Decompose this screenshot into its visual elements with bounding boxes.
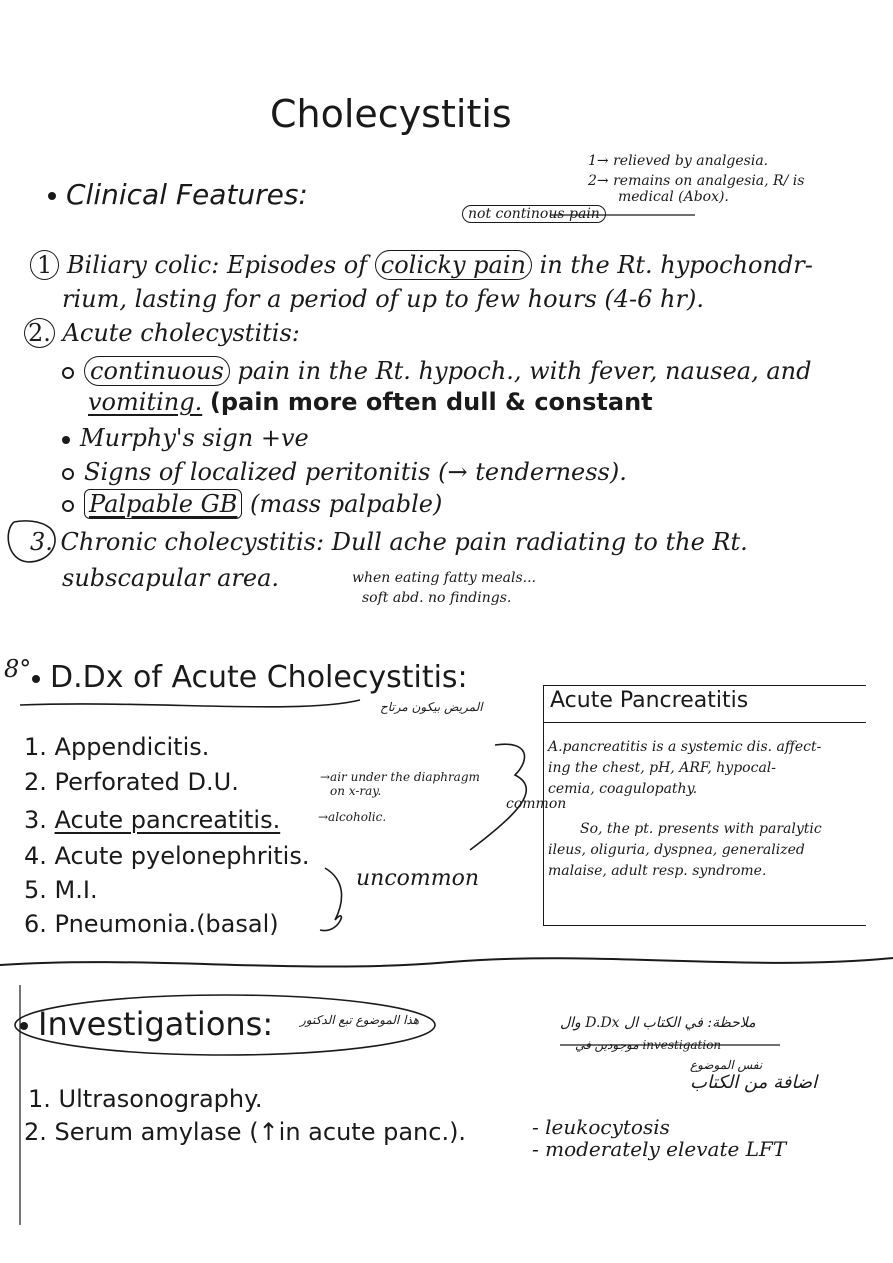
- item2-bullet1: [62, 356, 812, 386]
- section-divider-line: [0, 958, 893, 967]
- item1-number: 1: [30, 250, 59, 280]
- ddx-item-1-text: Appendicitis.: [54, 733, 210, 761]
- common-label: common: [506, 796, 567, 812]
- ddx-item-6-text: Pneumonia.(basal): [54, 910, 279, 938]
- clinical-features-heading: [48, 178, 308, 211]
- investigation-item-2: [24, 1118, 466, 1146]
- pancreatitis-line-5: ileus, oliguria, dyspnea, generalized: [548, 842, 805, 858]
- item2-title: Acute cholecystitis:: [62, 319, 300, 347]
- ddx-item-5-text: M.I.: [54, 876, 98, 904]
- pancreatitis-box-title: Acute Pancreatitis: [550, 688, 749, 713]
- bullet-icon: [32, 675, 40, 683]
- item2-bullet2: [62, 424, 309, 452]
- pancreatitis-line-4: So, the pt. presents with paralytic: [580, 821, 822, 837]
- ddx-item-5: [24, 876, 98, 904]
- bullet-icon: [20, 1022, 28, 1030]
- pain-dull-note: (pain more often dull & constant: [209, 388, 653, 416]
- item1-post: in the Rt. hypochondr-: [539, 251, 813, 279]
- item3-note-2: soft abd. no findings.: [362, 590, 512, 606]
- side-note-3: medical (Abox).: [618, 189, 729, 205]
- investigation-item-2-num: 2.: [24, 1118, 47, 1146]
- pancreatitis-line-2: ing the chest, pH, ARF, hypocal-: [548, 760, 777, 776]
- not-continuous-note: not continous pain: [462, 205, 606, 223]
- ddx-item-4-text: Acute pyelonephritis.: [54, 842, 310, 870]
- pancreatitis-line-6: malaise, adult resp. syndrome.: [548, 863, 767, 879]
- continuous-circled: continuous: [84, 356, 230, 386]
- item2-b1-rest: pain in the Rt. hypoch., with fever, nausea, and: [237, 357, 812, 385]
- item1-line1: [30, 250, 813, 280]
- item2-bullet3: [62, 458, 627, 486]
- item1-pre: Biliary colic: Episodes of: [66, 251, 368, 279]
- ddx-item-1: [24, 733, 209, 761]
- ddx-item-2: [24, 768, 239, 796]
- du-note-2: on x-ray.: [330, 784, 382, 798]
- ddx-item-3-num: 3.: [24, 806, 47, 834]
- ddx-heading: [32, 660, 468, 695]
- page-title: Cholecystitis: [270, 92, 512, 136]
- vomiting-underlined: vomiting.: [88, 388, 203, 416]
- pancreatitis-box: [543, 685, 866, 926]
- ddx-item-6: [24, 910, 279, 938]
- item3-line2: subscapular area.: [62, 564, 280, 592]
- uncommon-bracket: [320, 868, 342, 931]
- investigations-arabic-oval: هذا الموضوع تبع الدكتور: [300, 1013, 420, 1027]
- item2-title-line: [24, 318, 300, 348]
- item3-line1: [30, 528, 748, 556]
- ddx-item-5-num: 5.: [24, 876, 47, 904]
- lab-finding-1: - leukocytosis: [532, 1115, 670, 1139]
- investigations-heading-text: Investigations:: [38, 1005, 274, 1043]
- pancreatitis-note: →alcoholic.: [318, 810, 387, 824]
- pancreatitis-line-3: cemia, coagulopathy.: [548, 781, 698, 797]
- ddx-heading-text: D.Dx of Acute Cholecystitis:: [50, 660, 468, 695]
- investigation-item-1-text: Ultrasonography.: [58, 1085, 263, 1113]
- bullet-icon: [62, 500, 74, 512]
- ddx-item-4: [24, 842, 309, 870]
- arabic-note-2: investigation موجودين في: [575, 1038, 722, 1052]
- ddx-item-3-text: Acute pancreatitis.: [54, 806, 281, 834]
- investigation-item-1: [28, 1085, 263, 1113]
- lab-finding-2: - moderately elevate LFT: [532, 1137, 787, 1161]
- murphy-sign-text: Murphy's sign +ve: [80, 424, 309, 452]
- investigations-heading: [20, 1005, 273, 1043]
- investigation-item-1-num: 1.: [28, 1085, 51, 1113]
- palpable-gb-boxed: Palpable GB: [84, 489, 242, 519]
- item1-line2: rium, lasting for a period of up to few hours (4-6 hr).: [62, 285, 704, 313]
- item2-number: 2.: [24, 318, 55, 348]
- clinical-features-heading-text: Clinical Features:: [66, 178, 308, 211]
- item3-number: 3.: [30, 528, 53, 556]
- arabic-note-4: اضافة من الكتاب: [690, 1072, 818, 1093]
- ddx-item-2-num: 2.: [24, 768, 47, 796]
- item2-bullet4: [62, 490, 442, 518]
- investigation-item-2-text: Serum amylase (↑in acute panc.).: [54, 1118, 467, 1146]
- ddx-arabic-note: المريض بيكون مرتاح: [380, 700, 483, 714]
- ddx-underline: [20, 700, 360, 707]
- side-note-1: 1→ relieved by analgesia.: [588, 153, 769, 169]
- bullet-icon: [62, 436, 70, 444]
- ddx-item-2-text: Perforated D.U.: [54, 768, 239, 796]
- pancreatitis-box-header: [544, 685, 866, 723]
- ddx-marker: 8°: [4, 655, 32, 683]
- item2-b4-rest: (mass palpable): [250, 490, 443, 518]
- peritonitis-text: Signs of localized peritonitis (→ tenderness).: [84, 458, 627, 486]
- arabic-note-3: نفس الموضوع: [690, 1058, 763, 1072]
- item3-note-1: when eating fatty meals...: [352, 570, 536, 586]
- bullet-icon: [48, 192, 56, 200]
- item1-circled: colicky pain: [375, 250, 532, 280]
- du-note-1: →air under the diaphragm: [320, 770, 480, 784]
- bullet-icon: [62, 367, 74, 379]
- pancreatitis-line-1: A.pancreatitis is a systemic dis. affect-: [548, 739, 822, 755]
- arabic-note-1: ملاحظة: في الكتاب ال D.Dx وال: [560, 1015, 756, 1031]
- ddx-item-6-num: 6.: [24, 910, 47, 938]
- ddx-item-4-num: 4.: [24, 842, 47, 870]
- bullet-icon: [62, 468, 74, 480]
- item3-text: Chronic cholecystitis: Dull ache pain radiating to the Rt.: [60, 528, 748, 556]
- uncommon-label: uncommon: [356, 866, 480, 891]
- side-note-2: 2→ remains on analgesia, R/ is: [588, 173, 805, 189]
- ddx-item-3: [24, 806, 280, 834]
- item2-bullet1-line2: [88, 388, 653, 416]
- ddx-item-1-num: 1.: [24, 733, 47, 761]
